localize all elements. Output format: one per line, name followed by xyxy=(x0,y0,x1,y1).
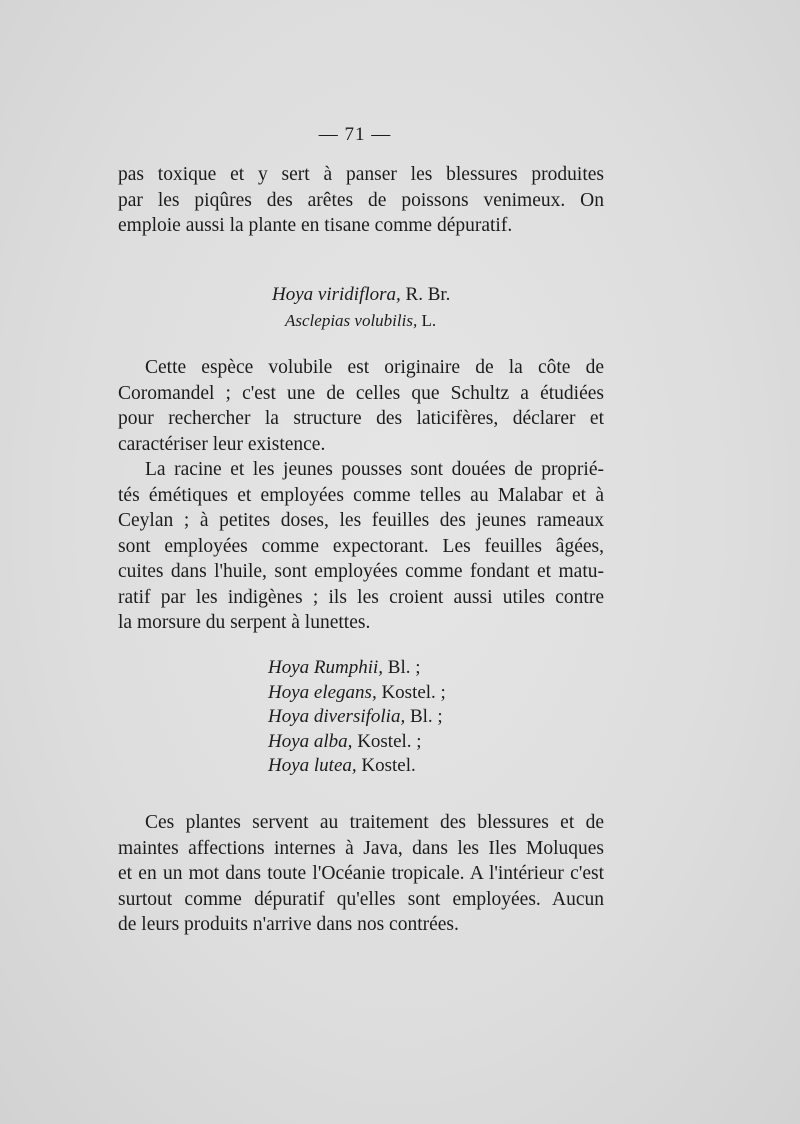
species-name: Hoya viridiflora, xyxy=(272,284,401,305)
species-list xyxy=(268,656,446,779)
text-line: cuites dans l'huile, sont employées comme fondant et matu- xyxy=(118,561,604,582)
text-line: par les piqûres des arêtes de poissons venimeux. On xyxy=(118,189,604,211)
text-line: pas toxique et y sert à panser les blessures produites xyxy=(118,164,604,185)
text-line: emploie aussi la plante en tisane comme dépuratif. xyxy=(118,215,513,236)
species-author: Kostel. xyxy=(361,755,416,776)
paragraph-4 xyxy=(118,810,604,938)
text-line: Ces plantes servent au traitement des blessures et de xyxy=(145,812,604,833)
species-name: Hoya diversifolia, xyxy=(268,706,406,727)
paragraph-1 xyxy=(118,162,604,239)
text-line: surtout comme dépuratif qu'elles sont employées. Aucun xyxy=(118,888,604,910)
page-number: — 71 — xyxy=(318,124,392,145)
text-line: Coromandel ; c'est une de celles que Schultz a étudiées xyxy=(118,382,604,404)
species-list-item xyxy=(268,656,446,681)
text-line: caractériser leur existence. xyxy=(118,433,326,455)
synonym-author: L. xyxy=(421,311,437,330)
species-author: Bl. ; xyxy=(387,657,421,678)
species-list-item xyxy=(268,754,446,779)
species-list-item xyxy=(268,681,446,706)
species-name: Hoya elegans, xyxy=(268,681,377,703)
text-line: tés émétiques et employées comme telles au Malabar et à xyxy=(118,484,604,506)
species-author: R. Br. xyxy=(405,284,451,305)
synonym-heading xyxy=(285,309,436,333)
species-name: Hoya Rumphii, xyxy=(268,657,384,678)
species-author: Bl. ; xyxy=(409,706,443,727)
text-line: maintes affections internes à Java, dans les Iles Moluques xyxy=(118,837,604,859)
species-name: Hoya alba, xyxy=(268,730,353,752)
text-line: Ceylan ; à petites doses, les feuilles des jeunes rameaux xyxy=(118,510,604,531)
text-line: Cette espèce volubile est originaire de la côte de xyxy=(145,357,604,378)
text-line: de leurs produits n'arrive dans nos contrées. xyxy=(118,914,459,935)
synonym-name: Asclepias volubilis, xyxy=(285,311,418,330)
species-author: Kostel. ; xyxy=(381,681,446,703)
species-author: Kostel. ; xyxy=(357,730,422,752)
text-line: pour rechercher la structure des laticifères, déclarer et xyxy=(118,408,604,429)
species-list-item xyxy=(268,705,446,730)
text-line: la morsure du serpent à lunettes. xyxy=(118,612,371,633)
text-line: et en un mot dans toute l'Océanie tropicale. A l'intérieur c'est xyxy=(118,863,604,884)
species-name: Hoya lutea, xyxy=(268,755,357,776)
text-line: sont employées comme expectorant. Les feuilles âgées, xyxy=(118,535,604,557)
paragraph-3 xyxy=(118,457,604,636)
species-heading xyxy=(272,283,450,307)
text-line: ratif par les indigènes ; ils les croient aussi utiles contre xyxy=(118,586,604,608)
text-line: La racine et les jeunes pousses sont douées de proprié- xyxy=(145,459,604,480)
species-list-item xyxy=(268,730,446,755)
paragraph-2 xyxy=(118,355,604,457)
